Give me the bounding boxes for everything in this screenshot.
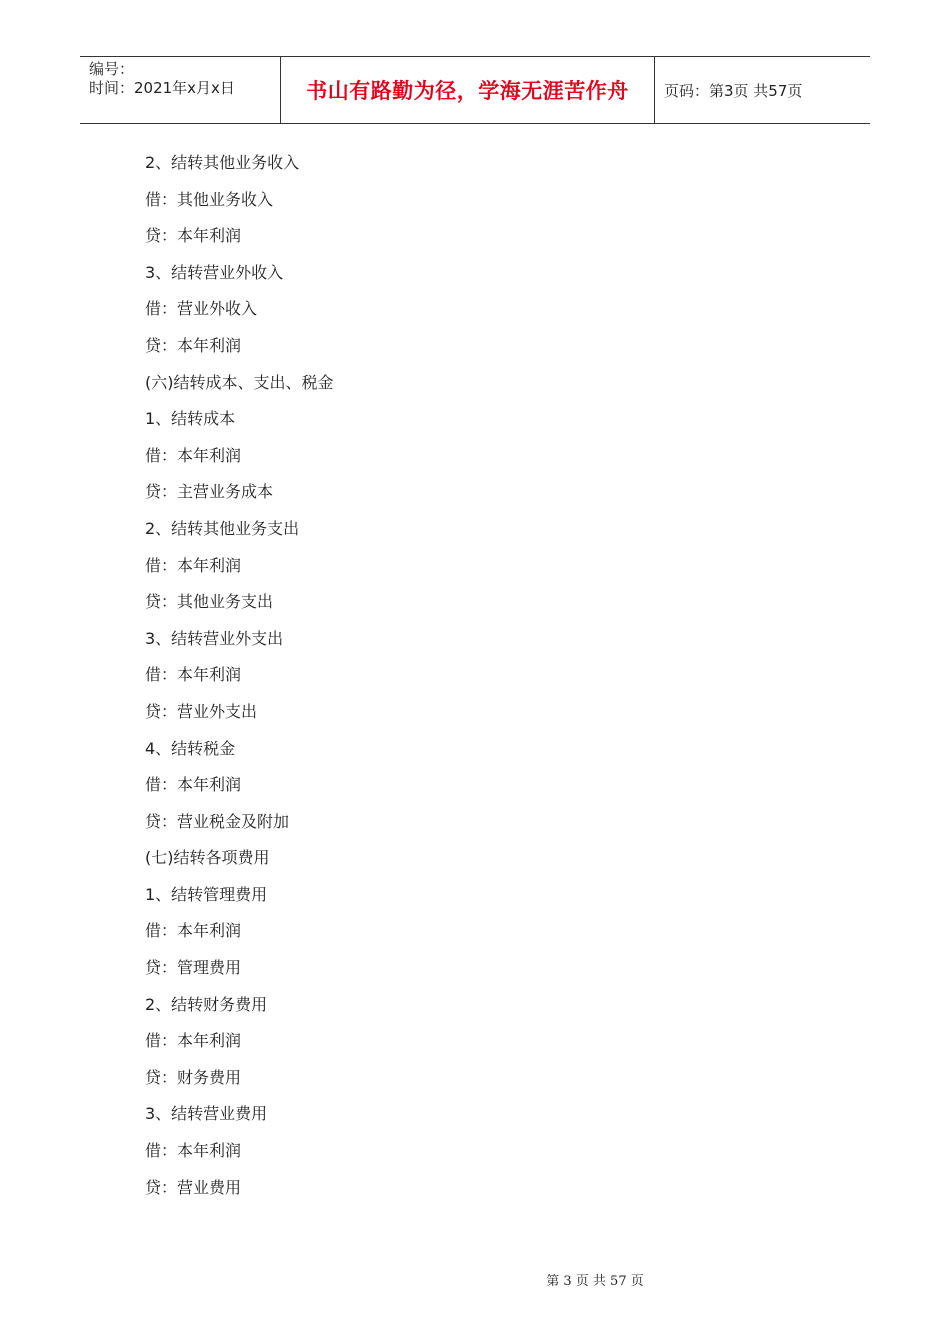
text-line: 贷：营业费用 [145, 1177, 242, 1197]
text-line: 借：本年利润 [145, 1031, 242, 1051]
text-line: 3、结转营业外支出 [145, 628, 284, 648]
text-line: 贷：本年利润 [145, 226, 242, 246]
page-info: 页码：第3页 共57页 [664, 81, 803, 100]
page-header [80, 56, 870, 124]
text-line: 贷：主营业务成本 [145, 482, 274, 502]
header-motto-cell [281, 57, 655, 123]
text-line: 3、结转营业外收入 [145, 262, 284, 282]
text-line: 2、结转其他业务收入 [145, 153, 300, 172]
text-line: 借：本年利润 [145, 921, 242, 941]
text-line: 贷：其他业务支出 [145, 592, 274, 612]
text-line: 贷：财务费用 [145, 1067, 242, 1087]
text-line: 贷：营业税金及附加 [145, 811, 290, 831]
text-line: 借：其他业务收入 [145, 189, 274, 209]
section-heading: (六)结转成本、支出、税金 [145, 372, 334, 392]
text-line: 1、结转管理费用 [145, 884, 268, 904]
text-line: 借：营业外收入 [145, 299, 258, 319]
header-page-cell [655, 57, 870, 123]
time-label: 时间：2021年x月x日 [89, 79, 235, 97]
text-line: 借：本年利润 [145, 775, 242, 795]
header-meta-cell [80, 57, 281, 123]
text-line: 借：本年利润 [145, 665, 242, 685]
section-heading: (七)结转各项费用 [145, 848, 270, 868]
text-line: 借：本年利润 [145, 445, 242, 465]
motto-text: 书山有路勤为径，学海无涯苦作舟 [306, 79, 629, 103]
text-line: 1、结转成本 [145, 409, 236, 429]
text-line: 2、结转财务费用 [145, 994, 268, 1014]
text-line: 2、结转其他业务支出 [145, 518, 300, 538]
text-line: 3、结转营业费用 [145, 1104, 268, 1124]
text-line: 贷：管理费用 [145, 958, 242, 978]
text-line: 贷：本年利润 [145, 335, 242, 355]
text-line: 4、结转税金 [145, 738, 236, 758]
text-line: 借：本年利润 [145, 1141, 242, 1161]
document-body [145, 153, 845, 1214]
text-line: 贷：营业外支出 [145, 701, 258, 721]
text-line: 借：本年利润 [145, 555, 242, 575]
page-footer [0, 1270, 950, 1289]
footer-page-number: 第 3 页 共 57 页 [546, 1274, 644, 1289]
serial-label: 编号： [89, 60, 135, 78]
